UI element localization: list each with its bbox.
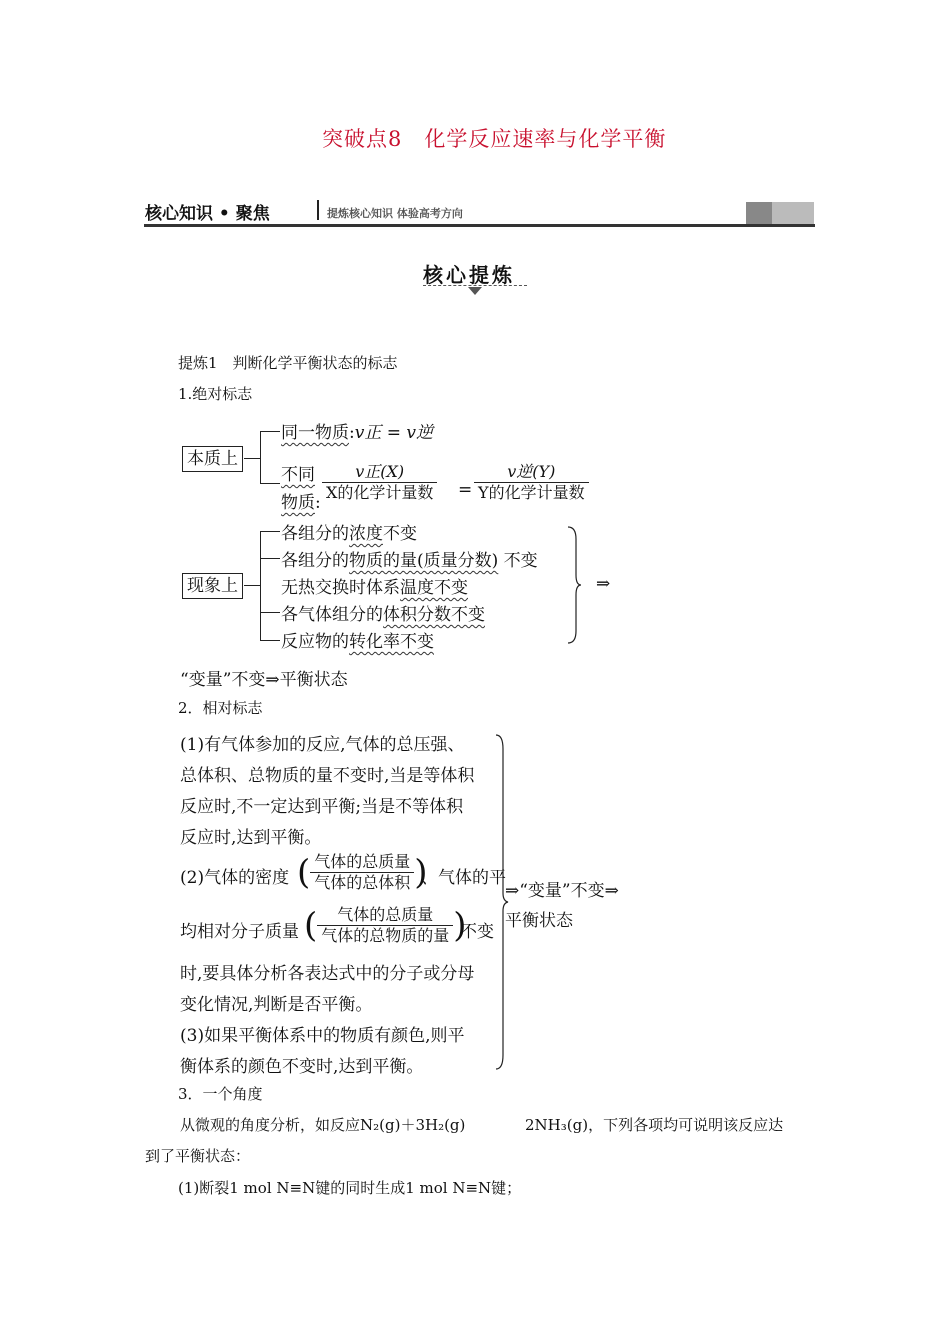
bracket-line xyxy=(260,483,280,484)
fraction-denominator: X的化学计量数 xyxy=(322,482,437,503)
different-label-2: 物质: xyxy=(281,493,321,513)
header-underline xyxy=(144,224,815,227)
phenomenon-item: 无热交换时体系温度不变 xyxy=(281,578,468,598)
header-block-dark xyxy=(746,202,772,224)
bracket-line xyxy=(260,431,261,483)
bracket-line xyxy=(260,640,280,641)
header-divider xyxy=(317,200,319,220)
bracket-line xyxy=(260,558,280,559)
right-brace xyxy=(566,525,582,645)
paragraph-line: (1)断裂1 mol N≡N键的同时生成1 mol N≡N键； xyxy=(178,1179,522,1197)
relative-text-line: 均相对分子质量 xyxy=(180,922,299,942)
relative-conclusion-2: 平衡状态 xyxy=(505,911,573,931)
angle-heading: 3．一个角度 xyxy=(178,1085,263,1103)
phenomenon-item: 反应物的转化率不变 xyxy=(281,632,434,652)
paragraph-line: 到了平衡状态： xyxy=(145,1147,251,1165)
same-substance-label: 同一物质 xyxy=(281,423,349,443)
different-text: 不同 xyxy=(281,465,315,485)
relative-text-line: 反应时,不一定达到平衡;当是不等体积 xyxy=(180,797,464,817)
implies-arrow: ⇒ xyxy=(596,574,611,594)
v-reverse: v逆 xyxy=(406,423,434,443)
fraction-numerator: v逆(Y) xyxy=(507,462,556,481)
fraction-numerator: 气体的总质量 xyxy=(314,852,411,871)
relative-text-line: 、气体的平 xyxy=(421,868,506,888)
fraction-reverse xyxy=(474,462,589,503)
bracket-line xyxy=(260,612,280,613)
fraction-forward xyxy=(322,462,437,503)
equals-sign: = xyxy=(386,423,401,443)
relative-text-line: (1)有气体参加的反应,气体的总压强、 xyxy=(180,735,465,755)
conclusion-line: “变量”不变⇒平衡状态 xyxy=(180,670,348,690)
subsection-heading: 提炼1 判断化学平衡状态的标志 xyxy=(178,354,398,372)
relative-text-line: (2)气体的密度 xyxy=(180,868,290,888)
relative-text-line: 时,要具体分析各表达式中的分子或分母 xyxy=(180,964,475,984)
section-title: 核心提炼 xyxy=(423,263,515,287)
fraction-denominator: 气体的总体积 xyxy=(310,872,414,893)
relative-conclusion: ⇒“变量”不变⇒ xyxy=(505,881,619,901)
same-substance-rule: 同一物质:v正 = v逆 xyxy=(281,423,434,443)
relative-mark-heading: 2．相对标志 xyxy=(178,699,263,717)
relative-text-line: 总体积、总物质的量不变时,当是等体积 xyxy=(180,766,475,786)
bracket-line xyxy=(260,431,280,432)
phenomenon-item: 各组分的浓度不变 xyxy=(281,524,417,544)
fraction-numerator: v正(X) xyxy=(355,462,405,481)
molar-mass-fraction: ( $\frac{\text{气体的总质量}}{\text{气体的总物质的量}}$ ) xyxy=(304,905,467,946)
right-brace-large xyxy=(494,733,510,1071)
header-block-light xyxy=(772,202,814,224)
paragraph-line: 2NH₃(g)，下列各项均可说明该反应达 xyxy=(525,1116,784,1134)
connector-line xyxy=(244,458,260,459)
section-header-label: 核心知识 • 聚焦 xyxy=(145,204,270,224)
section-title-underline xyxy=(423,285,527,286)
bracket-line xyxy=(260,531,261,640)
relative-text-line: 变化情况,判断是否平衡。 xyxy=(180,995,373,1015)
substance-text: 物质 xyxy=(281,493,315,513)
v-forward: v正 xyxy=(354,423,382,443)
phenomenon-box: 现象上 xyxy=(182,573,243,599)
relative-text-line: 衡体系的颜色不变时,达到平衡。 xyxy=(180,1057,424,1077)
phenomenon-item: 各组分的物质的量(质量分数) 不变 xyxy=(281,551,538,571)
absolute-mark-heading: 1.绝对标志 xyxy=(178,385,253,403)
fraction-denominator: 气体的总物质的量 xyxy=(317,925,453,946)
section-header-subtitle: 提炼核心知识 体验高考方向 xyxy=(327,207,463,220)
bracket-line xyxy=(260,531,280,532)
phenomenon-item: 各气体组分的体积分数不变 xyxy=(281,605,485,625)
fraction-denominator: Y的化学计量数 xyxy=(474,482,589,503)
down-triangle-icon xyxy=(468,287,482,295)
connector-line xyxy=(244,585,260,586)
different-label-1 xyxy=(281,460,315,485)
page-title: 突破点8 化学反应速率与化学平衡 xyxy=(322,127,667,151)
relative-text-line: 反应时,达到平衡。 xyxy=(180,828,322,848)
fraction-numerator: 气体的总质量 xyxy=(337,905,434,924)
essence-box: 本质上 xyxy=(182,446,243,472)
relative-text-line: (3)如果平衡体系中的物质有颜色,则平 xyxy=(180,1026,465,1046)
equals-sign-2: = xyxy=(458,480,473,500)
density-fraction: ( $\frac{\text{气体的总质量}}{\text{气体的总体积}}$ ) xyxy=(297,852,428,893)
paragraph-line: 从微观的角度分析，如反应N₂(g)＋3H₂(g) xyxy=(180,1116,466,1134)
relative-text-line: 不变 xyxy=(460,922,494,942)
